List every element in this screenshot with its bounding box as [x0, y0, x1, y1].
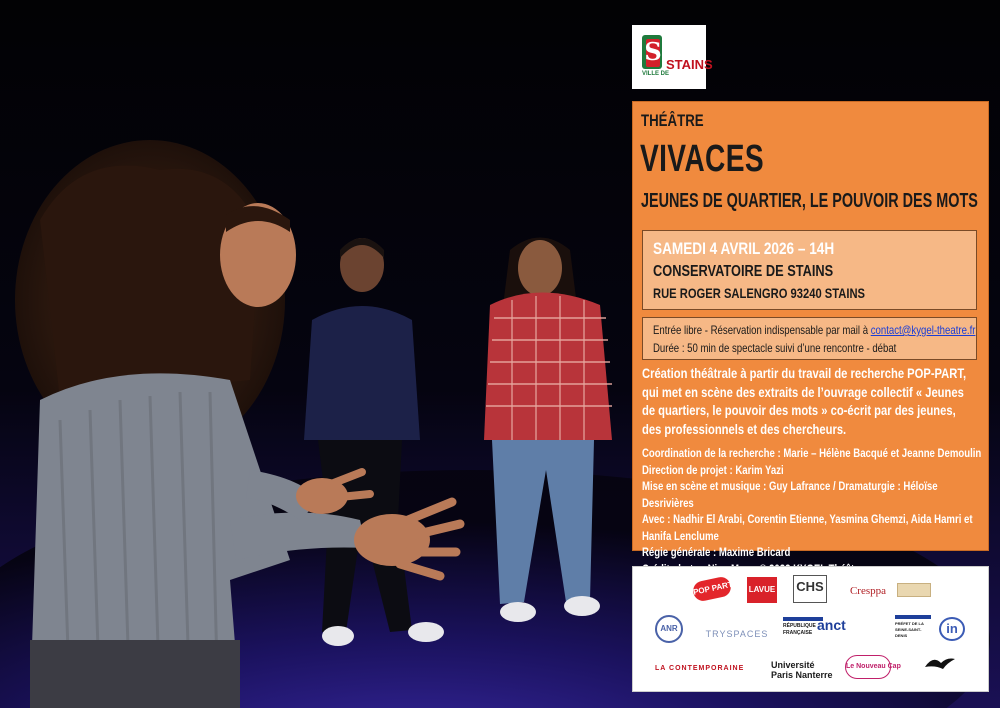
- ville-de-stains-logo: [632, 25, 713, 89]
- chs-logo: CHS: [793, 575, 827, 603]
- event-genre: THÉÂTRE: [641, 111, 704, 130]
- anct-logo: anct: [817, 617, 846, 633]
- entry-text: Entrée libre - Réservation indispensable par mail à: [653, 323, 871, 337]
- nanterre-line-2: Paris Nanterre: [771, 670, 833, 680]
- duration-info: Durée : 50 min de spectacle suivi d’une rencontre - débat: [653, 341, 897, 355]
- credit-line: Coordination de la recherche : Marie – Hélène Bacqué et Jeanne Demoulin: [642, 446, 982, 460]
- credits-list: [642, 445, 982, 577]
- nouveau-cap-logo: Le Nouveau Cap: [845, 655, 891, 679]
- event-description: Création théâtrale à partir du travail de recherche POP-PART, qui met en scène des extraits de l’ouvrage collectif « Jeunes de quartiers, le pouvoir des mots » co-écrit par des jeunes, des professionnels et des chercheurs.: [642, 365, 967, 437]
- event-info-panel: [632, 101, 989, 559]
- booking-info-box: [642, 317, 977, 360]
- contact-email-link[interactable]: contact@kygel-theatre.fr: [870, 323, 976, 337]
- bird-logo-icon: [923, 653, 957, 673]
- la-contemporaine-logo: LA CONTEMPORAINE: [655, 665, 745, 672]
- tryspaces-logo: TRYSPACES: [705, 629, 769, 639]
- anr-logo: ANR: [655, 615, 683, 643]
- event-title: VIVACES: [640, 138, 764, 180]
- entry-info: [653, 323, 975, 337]
- event-address: RUE ROGER SALENGRO 93240 STAINS: [653, 285, 866, 301]
- popart-logo: POP PART: [691, 575, 732, 602]
- credit-line: Mise en scène et musique : Guy Lafrance / Dramaturgie : Héloïse Desrivières: [642, 479, 938, 510]
- credit-line: Avec : Nadhir El Arabi, Corentin Etienne, Yasmina Ghemzi, Aida Hamri et Hanifa Lenclume: [642, 512, 973, 543]
- universite-paris-nanterre-logo: [757, 660, 833, 680]
- credit-line: Direction de projet : Karim Yazi: [642, 462, 784, 477]
- partner-logos-strip: [632, 566, 989, 692]
- logo-prefix: VILLE DE: [642, 71, 670, 77]
- partner-emblem-icon: [897, 583, 931, 597]
- republique-francaise-logo: RÉPUBLIQUE FRANÇAISE: [783, 617, 823, 637]
- credit-line: Régie générale : Maxime Bricard: [642, 545, 791, 559]
- logo-town-name: STAINS: [666, 57, 713, 72]
- in-logo: in: [939, 617, 965, 641]
- logo-letter: S: [644, 37, 662, 66]
- lavue-logo: LAVUE: [747, 577, 777, 603]
- event-venue: CONSERVATOIRE DE STAINS: [653, 263, 834, 280]
- event-subtitle: JEUNES DE QUARTIER, LE POUVOIR DES MOTS: [641, 190, 978, 212]
- date-venue-box: [642, 230, 977, 310]
- cresppa-logo: Cresppa: [849, 585, 887, 597]
- event-date-time: SAMEDI 4 AVRIL 2026 – 14H: [653, 239, 835, 258]
- prefet-logo: PRÉFET DE LA SEINE-SAINT-DENIS: [895, 615, 931, 639]
- nanterre-line-1: Université: [771, 660, 815, 670]
